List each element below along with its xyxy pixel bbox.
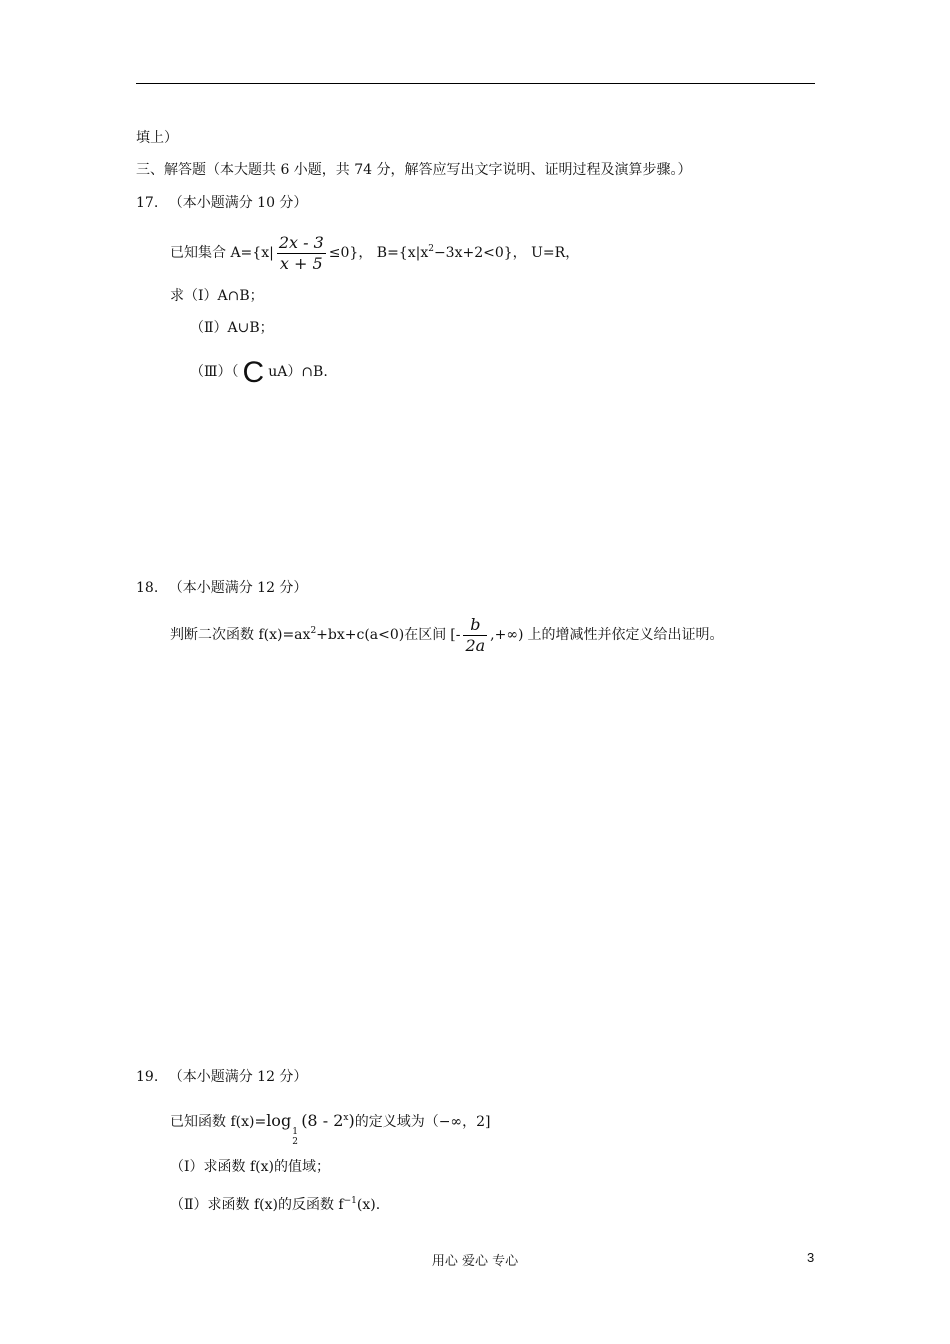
- q19-log-word: log: [266, 1111, 292, 1130]
- q18-frac-num: b: [463, 615, 487, 636]
- q17-part3: [190, 356, 328, 389]
- q19-part1: （Ⅰ）求函数 f(x)的值域；: [170, 1159, 330, 1175]
- q17-frac-num: 2x - 3: [278, 232, 324, 252]
- q19-number: 19.: [136, 1069, 159, 1085]
- q18-interval-close: ,+∞): [490, 627, 524, 643]
- q19-part2-pre: （Ⅱ）求函数 f(x)的反函数 f: [170, 1197, 344, 1213]
- q17-heading: [136, 193, 307, 213]
- q17-part3-pre: （Ⅲ）（: [190, 364, 239, 380]
- q19-log-base: [292, 1127, 298, 1147]
- q19-points: （本小题满分 12 分）: [168, 1069, 308, 1085]
- header-rule: [136, 83, 815, 84]
- q17-exponent: 2: [428, 244, 434, 254]
- q19-part2-post: (x).: [356, 1197, 381, 1213]
- q17-text-end: −3x+2<0}， U=R，: [433, 245, 580, 261]
- q19-log: [266, 1111, 298, 1147]
- q19-log-arg-close: ): [348, 1111, 355, 1130]
- q18-interval-open: [-: [450, 627, 461, 643]
- q18-text-end: 上的增减性并依定义给出证明。: [527, 627, 724, 643]
- q19-log-base-den: 2: [292, 1137, 298, 1147]
- q19-statement: [170, 1108, 491, 1147]
- q18-exponent: 2: [310, 626, 317, 636]
- complement-symbol: C: [242, 356, 265, 389]
- q17-part2: （Ⅱ）A∪B；: [190, 320, 274, 336]
- q17-points: （本小题满分 10 分）: [168, 195, 308, 211]
- page-footer: 用心 爱心 专心: [431, 1254, 519, 1269]
- q17-text-after-frac: ≤0}， B={x|x: [328, 245, 429, 261]
- q17-part3-post: uA）∩B.: [268, 364, 328, 380]
- page-number: 3: [807, 1250, 815, 1265]
- q18-number: 18.: [136, 580, 159, 596]
- section-heading: 三、解答题（本大题共 6 小题，共 74 分，解答应写出文字说明、证明过程及演算步骤。）: [136, 162, 692, 178]
- q17-statement: [170, 228, 579, 274]
- q19-part2-exp: −1: [343, 1196, 357, 1206]
- q19-part2: [170, 1191, 380, 1215]
- q18-text-mid: +bx+c(a<0)在区间: [316, 627, 447, 643]
- q19-log-arg-exp: x: [343, 1113, 349, 1123]
- q17-number: 17.: [136, 195, 159, 211]
- q18-fraction: [463, 615, 487, 656]
- q19-log-arg: (8 - 2: [301, 1111, 344, 1130]
- q17-part1: 求（Ⅰ）A∩B；: [170, 288, 264, 304]
- q17-text-start: 已知集合 A={x|: [170, 245, 274, 261]
- q19-heading: [136, 1067, 307, 1087]
- continuation-text: 填上）: [136, 130, 178, 146]
- q18-frac-den: 2a: [465, 635, 486, 655]
- q17-frac-den: x + 5: [279, 253, 323, 273]
- q18-text-start: 判断二次函数 f(x)=ax: [170, 627, 311, 643]
- q18-heading: [136, 578, 307, 598]
- q18-statement: [170, 610, 723, 656]
- q19-text-start: 已知函数 f(x)=: [170, 1114, 267, 1130]
- q18-points: （本小题满分 12 分）: [168, 580, 308, 596]
- q17-fraction: [277, 233, 326, 274]
- q19-text-end: 的定义域为（−∞，2]: [354, 1114, 491, 1130]
- q19-log-base-num: 1: [292, 1127, 298, 1137]
